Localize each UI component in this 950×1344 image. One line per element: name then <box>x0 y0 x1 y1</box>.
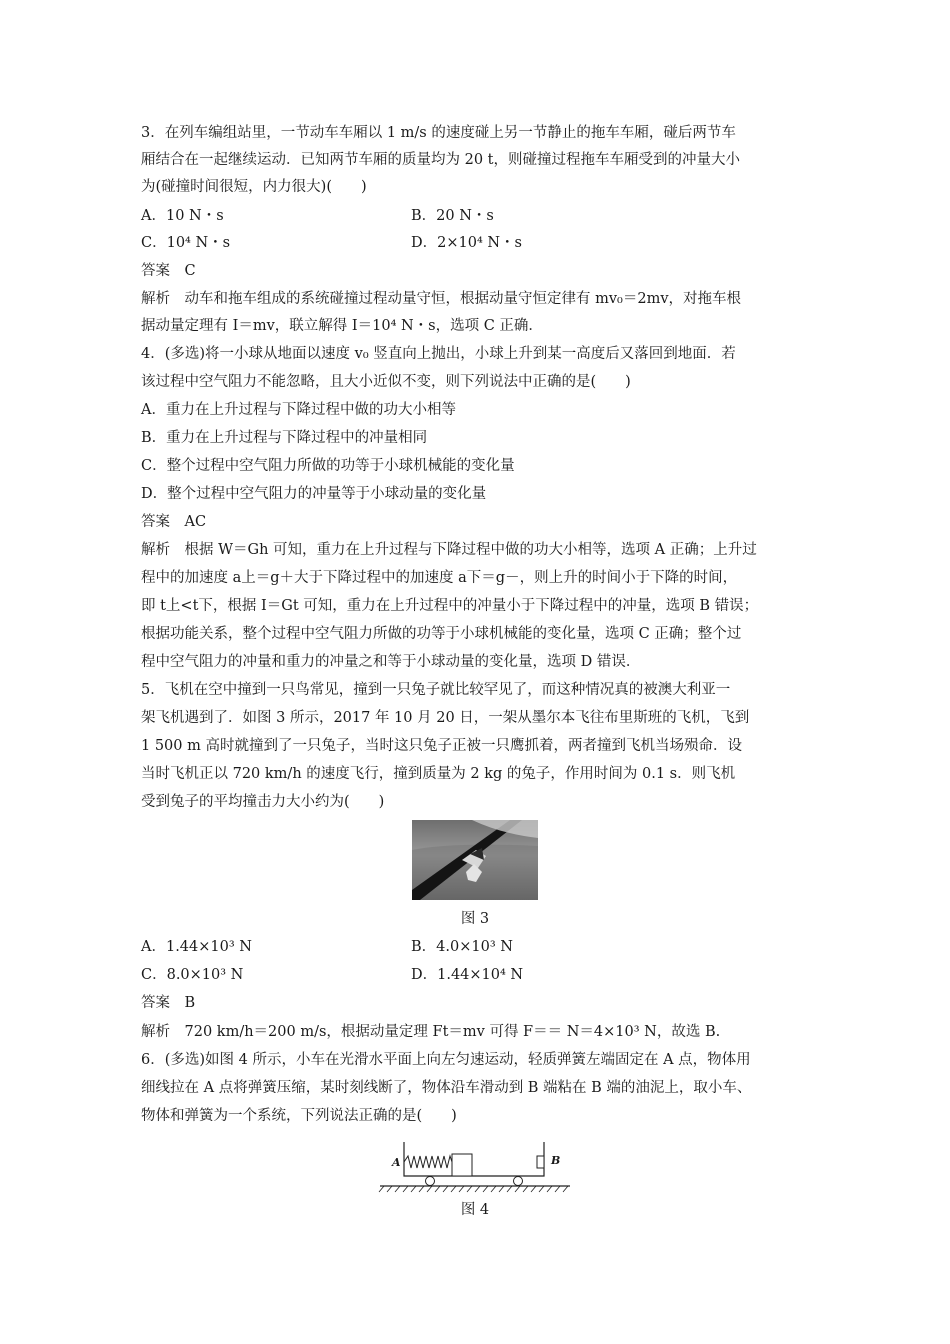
figure-3-photo <box>412 820 538 900</box>
q3-option-c: C．10⁴ N・s <box>141 235 231 251</box>
q5-option-d: D．1.44×10⁴ N <box>411 967 524 983</box>
q5-option-a: A．1.44×10³ N <box>141 939 252 955</box>
q5-stem-line-1: 5．飞机在空中撞到一只鸟常见，撞到一只兔子就比较罕见了，而这种情况真的被澳大利亚一 <box>141 682 731 698</box>
block <box>452 1154 472 1176</box>
q3-answer: 答案 C <box>141 263 196 279</box>
q4-option-c: C．整个过程中空气阻力所做的功等于小球机械能的变化量 <box>141 458 515 474</box>
q6-stem-line-3: 物体和弹簧为一个系统，下列说法正确的是( ) <box>141 1108 457 1124</box>
q4-analysis-line-5: 程中空气阻力的冲量和重力的冲量之和等于小球动量的变化量，选项 D 错误． <box>141 654 641 670</box>
q3-stem-line-2: 厢结合在一起继续运动．已知两节车厢的质量均为 20 t，则碰撞过程拖车车厢受到的冲量大小 <box>141 152 740 168</box>
q5-answer: 答案 B <box>141 995 196 1011</box>
figure-4-label-b: B <box>551 1154 561 1167</box>
q5-option-c: C．8.0×10³ N <box>141 967 244 983</box>
q5-stem-line-4: 当时飞机正以 720 km/h 的速度飞行，撞到质量为 2 kg 的兔子，作用时间为 0.1 s．则飞机 <box>141 766 736 782</box>
ground-hatching <box>379 1186 568 1192</box>
q4-stem-line-2: 该过程中空气阻力不能忽略，且大小近似不变，则下列说法中正确的是( ) <box>141 374 631 390</box>
figure-3-caption: 图 3 <box>460 911 490 927</box>
right-wheel <box>514 1177 523 1186</box>
q5-analysis-line-1: 解析 720 km/h＝200 m/s，根据动量定理 Ft＝mv 可得 F＝＝ N＝4×10³ N，故选 B. <box>141 1024 721 1040</box>
q4-option-d: D．整个过程中空气阻力的冲量等于小球动量的变化量 <box>141 486 487 502</box>
figure-4-label-a: A <box>392 1156 401 1169</box>
q3-option-a: A．10 N・s <box>141 208 224 224</box>
q3-analysis-line-1: 解析 动车和拖车组成的系统碰撞过程动量守恒，根据动量守恒定律有 mv₀＝2mv，对拖车根 <box>141 291 742 307</box>
q3-stem-line-1: 3．在列车编组站里，一节动车车厢以 1 m/s 的速度碰上另一节静止的拖车车厢，碰后两节车 <box>141 125 736 141</box>
q6-stem-line-1: 6．(多选)如图 4 所示，小车在光滑水平面上向左匀速运动，轻质弹簧左端固定在 A 点，物体用 <box>141 1052 751 1068</box>
q4-option-a: A．重力在上升过程与下降过程中做的功大小相等 <box>141 402 456 418</box>
q3-option-b: B．20 N・s <box>411 208 494 224</box>
q4-stem-line-1: 4．(多选)将一小球从地面以速度 v₀ 竖直向上抛出，小球上升到某一高度后又落回到地面．若 <box>141 346 736 362</box>
q4-answer: 答案 AC <box>141 514 207 530</box>
q3-analysis-line-2: 据动量定理有 I＝mv，联立解得 I＝10⁴ N・s，选项 C 正确． <box>141 318 543 334</box>
q4-analysis-line-4: 根据功能关系，整个过程中空气阻力所做的功等于小球机械能的变化量，选项 C 正确；整个过 <box>141 626 742 642</box>
q4-analysis-line-2: 程中的加速度 a上＝g＋大于下降过程中的加速度 a下＝g－，则上升的时间小于下降的时间， <box>141 570 738 586</box>
q5-stem-line-2: 架飞机遇到了．如图 3 所示，2017 年 10 月 20 日，一架从墨尔本飞往布里斯班的飞机，飞到 <box>141 710 750 726</box>
q5-stem-line-5: 受到兔子的平均撞击力大小约为( ) <box>141 794 385 810</box>
left-wheel <box>426 1177 435 1186</box>
q4-analysis-line-3: 即 t上<t下，根据 I＝Gt 可知，重力在上升过程中的冲量小于下降过程中的冲量，选项 B 错误； <box>141 598 759 614</box>
q4-analysis-line-1: 解析 根据 W＝Gh 可知，重力在上升过程与下降过程中做的功大小相等，选项 A 正确；上升过 <box>141 542 757 558</box>
q4-option-b: B．重力在上升过程与下降过程中的冲量相同 <box>141 430 428 446</box>
q3-option-d: D．2×10⁴ N・s <box>411 235 523 251</box>
q3-stem-line-3: 为(碰撞时间很短，内力很大)( ) <box>141 179 367 195</box>
q5-stem-line-3: 1 500 m 高时就撞到了一只兔子，当时这只兔子正被一只鹰抓着，两者撞到飞机当场殒命．设 <box>141 738 742 754</box>
spring <box>404 1156 452 1168</box>
figure-4-caption: 图 4 <box>460 1202 490 1218</box>
q5-option-b: B．4.0×10³ N <box>411 939 513 955</box>
oil-putty <box>537 1156 544 1168</box>
q6-stem-line-2: 细线拉在 A 点将弹簧压缩，某时刻线断了，物体沿车滑动到 B 端粘在 B 端的油泥上，取小车、 <box>141 1080 752 1096</box>
figure-4-diagram <box>378 1138 574 1194</box>
